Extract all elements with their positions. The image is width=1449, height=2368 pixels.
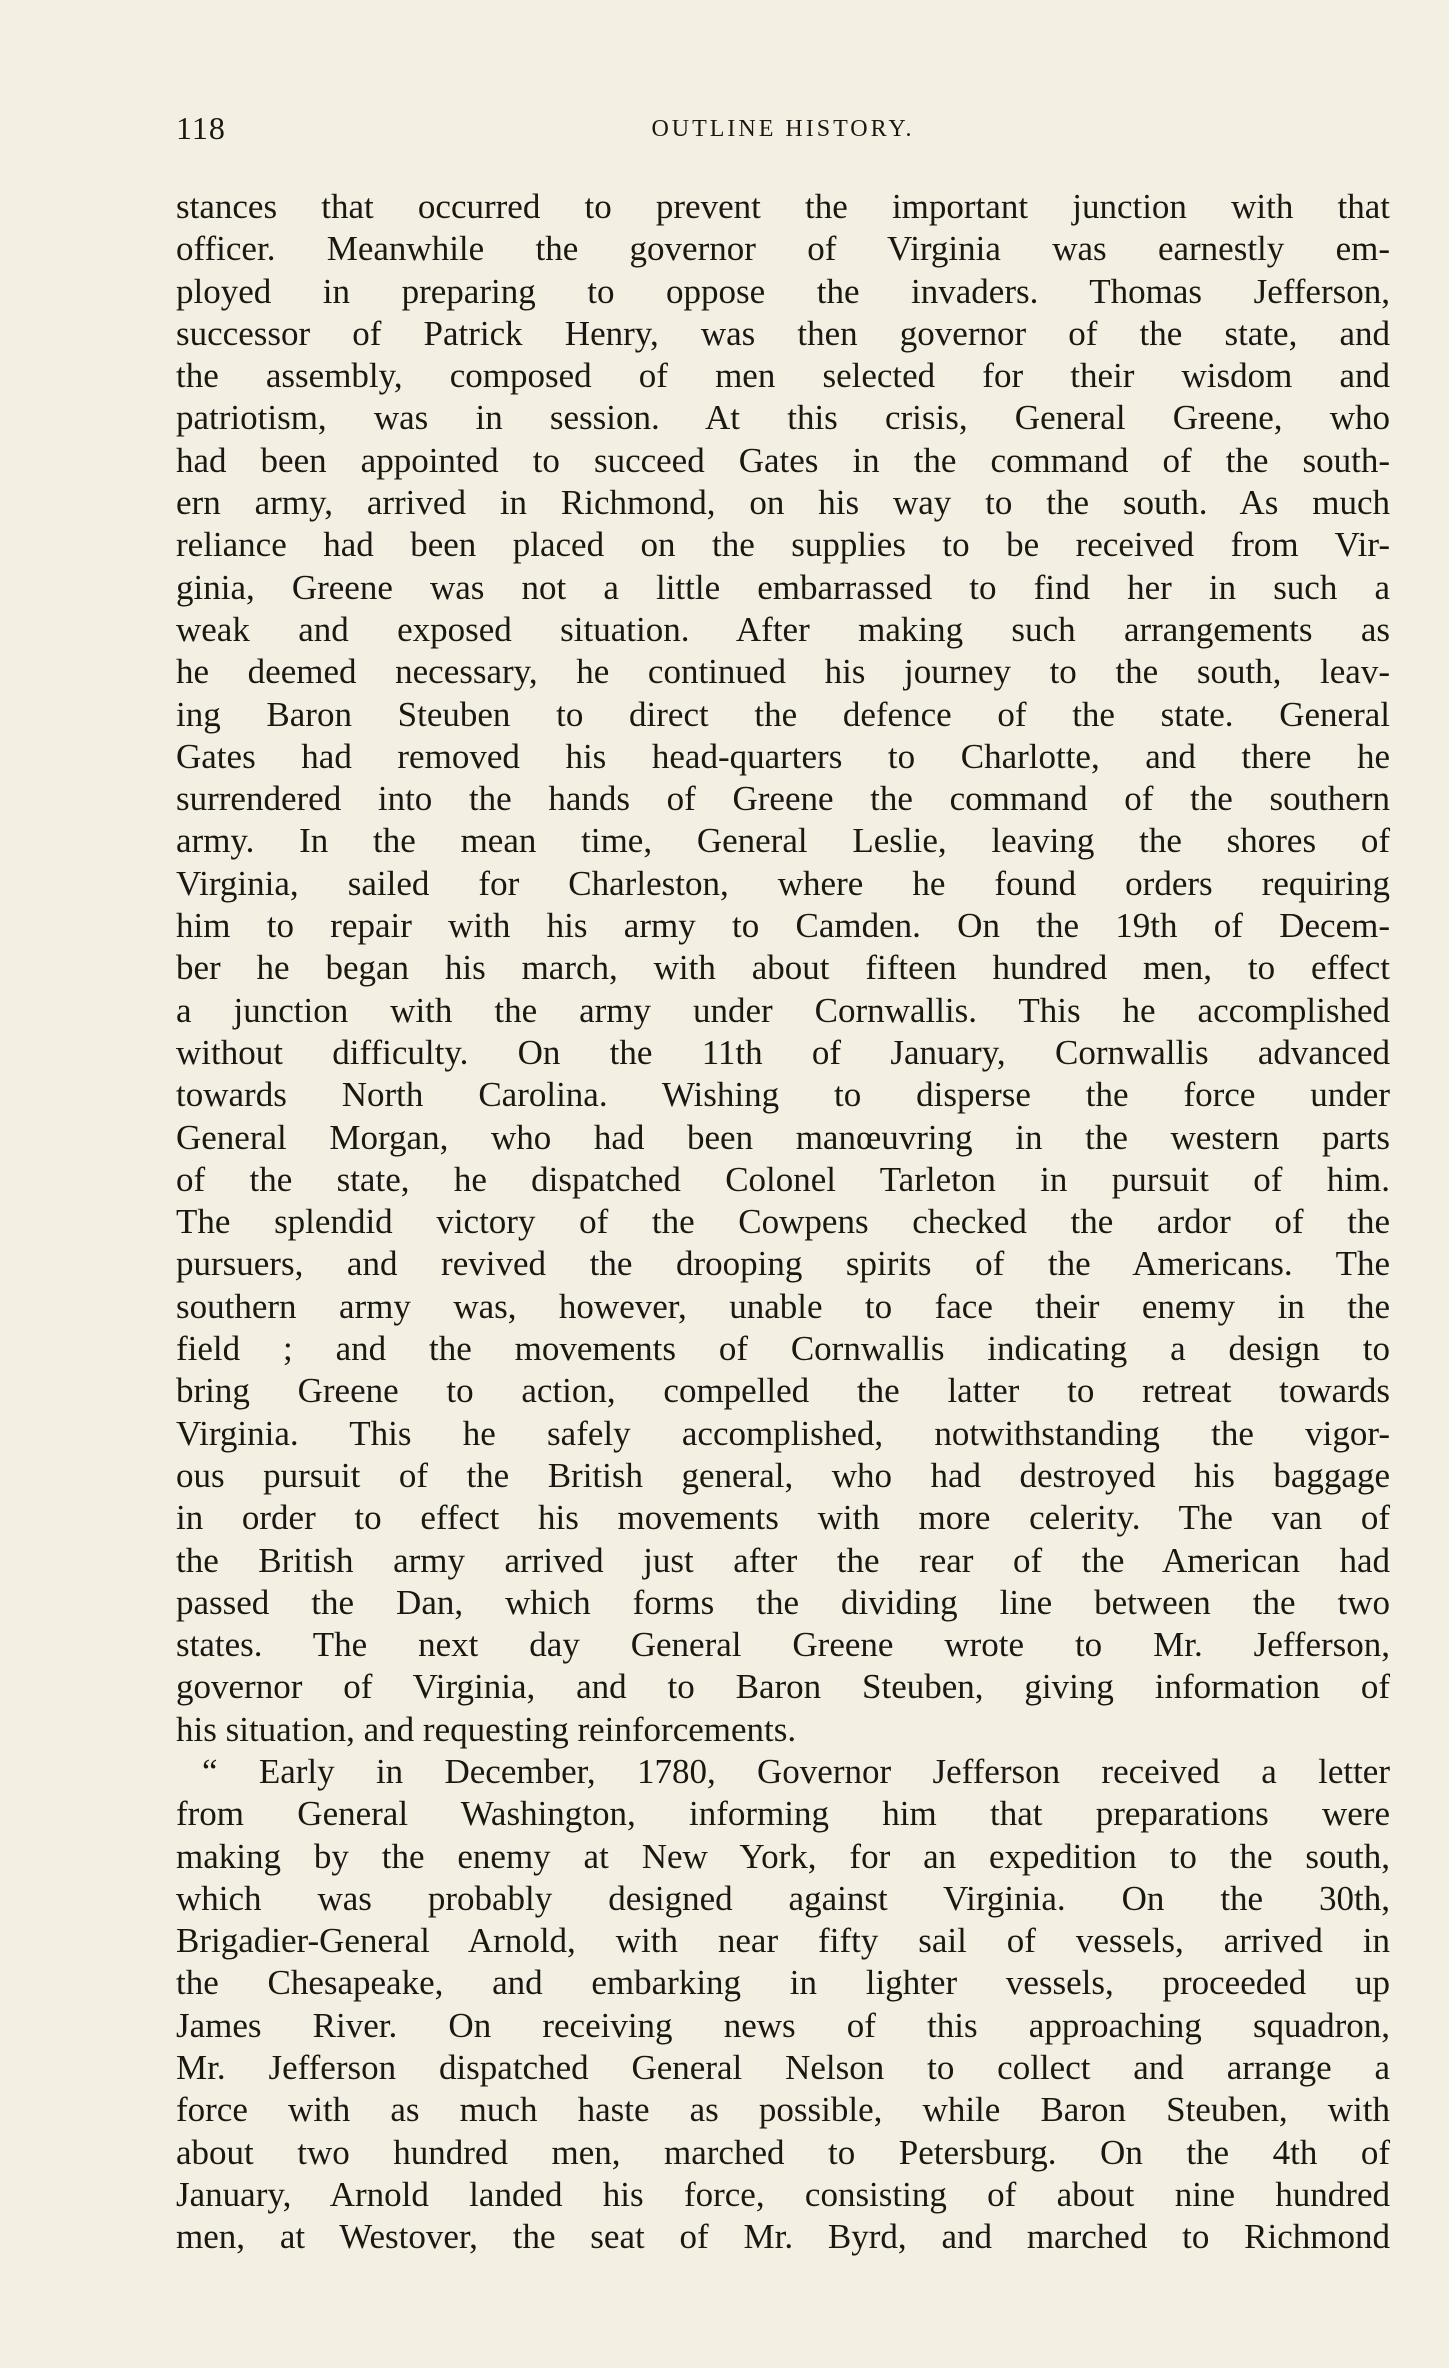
text-line: General Morgan, who had been manœuvring in the western parts xyxy=(176,1117,1390,1157)
text-line: governor of Virginia, and to Baron Steuben, giving information of xyxy=(176,1667,1390,1707)
text-line: Virginia, sailed for Charleston, where he found orders requiring xyxy=(176,863,1390,903)
text-line: Brigadier-General Arnold, with near fifty sail of vessels, arrived in xyxy=(176,1921,1390,1961)
text-line: about two hundred men, marched to Petersburg. On the 4th of xyxy=(176,2132,1390,2172)
text-line: officer. Meanwhile the governor of Virginia was earnestly em- xyxy=(176,229,1390,269)
text-line: James River. On receiving news of this approaching squadron, xyxy=(176,2005,1390,2045)
text-line: which was probably designed against Virginia. On the 30th, xyxy=(176,1878,1390,1918)
text-line: January, Arnold landed his force, consisting of about nine hundred xyxy=(176,2174,1390,2214)
paragraph-2 xyxy=(176,1751,1390,2259)
text-line: passed the Dan, which forms the dividing line between the two xyxy=(176,1582,1390,1622)
text-line: states. The next day General Greene wrote to Mr. Jefferson, xyxy=(176,1625,1390,1665)
text-line: of the state, he dispatched Colonel Tarleton in pursuit of him. xyxy=(176,1159,1390,1199)
text-line: Mr. Jefferson dispatched General Nelson to collect and arrange a xyxy=(176,2048,1390,2088)
text-line: in order to effect his movements with more celerity. The van of xyxy=(176,1498,1390,1538)
text-line: “ Early in December, 1780, Governor Jefferson received a letter xyxy=(202,1751,1390,1791)
text-line: Gates had removed his head-quarters to Charlotte, and there he xyxy=(176,736,1390,776)
text-line: the British army arrived just after the rear of the American had xyxy=(176,1540,1390,1580)
text-line: ployed in preparing to oppose the invaders. Thomas Jefferson, xyxy=(176,271,1390,311)
text-line: patriotism, was in session. At this crisis, General Greene, who xyxy=(176,398,1390,438)
text-line: The splendid victory of the Cowpens checked the ardor of the xyxy=(176,1202,1390,1242)
text-line: ber he began his march, with about fifteen hundred men, to effect xyxy=(176,948,1390,988)
text-line: stances that occurred to prevent the important junction with that xyxy=(176,187,1390,226)
paragraph-1 xyxy=(176,186,1390,1751)
text-line: army. In the mean time, General Leslie, leaving the shores of xyxy=(176,821,1390,861)
running-head xyxy=(176,110,1390,150)
text-line: field ; and the movements of Cornwallis indicating a design to xyxy=(176,1329,1390,1369)
text-line: pursuers, and revived the drooping spirits of the Americans. The xyxy=(176,1244,1390,1284)
text-line: ern army, arrived in Richmond, on his way to the south. As much xyxy=(176,483,1390,523)
text-line: from General Washington, informing him that preparations were xyxy=(176,1794,1390,1834)
text-line: the Chesapeake, and embarking in lighter vessels, proceeded up xyxy=(176,1963,1390,2003)
text-line: his situation, and requesting reinforcements. xyxy=(176,1709,797,1749)
text-line: towards North Carolina. Wishing to disperse the force under xyxy=(176,1075,1390,1115)
text-line: weak and exposed situation. After making such arrangements as xyxy=(176,609,1390,649)
text-line: Virginia. This he safely accomplished, notwithstanding the vigor- xyxy=(176,1413,1390,1453)
text-line: successor of Patrick Henry, was then governor of the state, and xyxy=(176,313,1390,353)
text-line: him to repair with his army to Camden. On the 19th of Decem- xyxy=(176,906,1390,946)
text-line: southern army was, however, unable to face their enemy in the xyxy=(176,1286,1390,1326)
header-title: OUTLINE HISTORY. xyxy=(651,116,915,142)
text-line: reliance had been placed on the supplies to be received from Vir- xyxy=(176,525,1390,565)
text-line: ginia, Greene was not a little embarrassed to find her in such a xyxy=(176,567,1390,607)
text-line: had been appointed to succeed Gates in the command of the south- xyxy=(176,440,1390,480)
text-line: making by the enemy at New York, for an expedition to the south, xyxy=(176,1836,1390,1876)
text-line: a junction with the army under Cornwallis. This he accomplished xyxy=(176,990,1390,1030)
text-line: without difficulty. On the 11th of January, Cornwallis advanced xyxy=(176,1032,1390,1072)
text-line: he deemed necessary, he continued his journey to the south, leav- xyxy=(176,652,1390,692)
text-line: men, at Westover, the seat of Mr. Byrd, and marched to Richmond xyxy=(176,2217,1390,2257)
text-line: the assembly, composed of men selected for their wisdom and xyxy=(176,356,1390,396)
text-line: ous pursuit of the British general, who had destroyed his baggage xyxy=(176,1455,1390,1495)
page-number: 118 xyxy=(176,110,226,146)
text-line: surrendered into the hands of Greene the command of the southern xyxy=(176,779,1390,819)
text-line: ing Baron Steuben to direct the defence of the state. General xyxy=(176,694,1390,734)
text-line: bring Greene to action, compelled the latter to retreat towards xyxy=(176,1371,1390,1411)
text-line: force with as much haste as possible, while Baron Steuben, with xyxy=(176,2090,1390,2130)
body-text xyxy=(176,186,1390,2259)
